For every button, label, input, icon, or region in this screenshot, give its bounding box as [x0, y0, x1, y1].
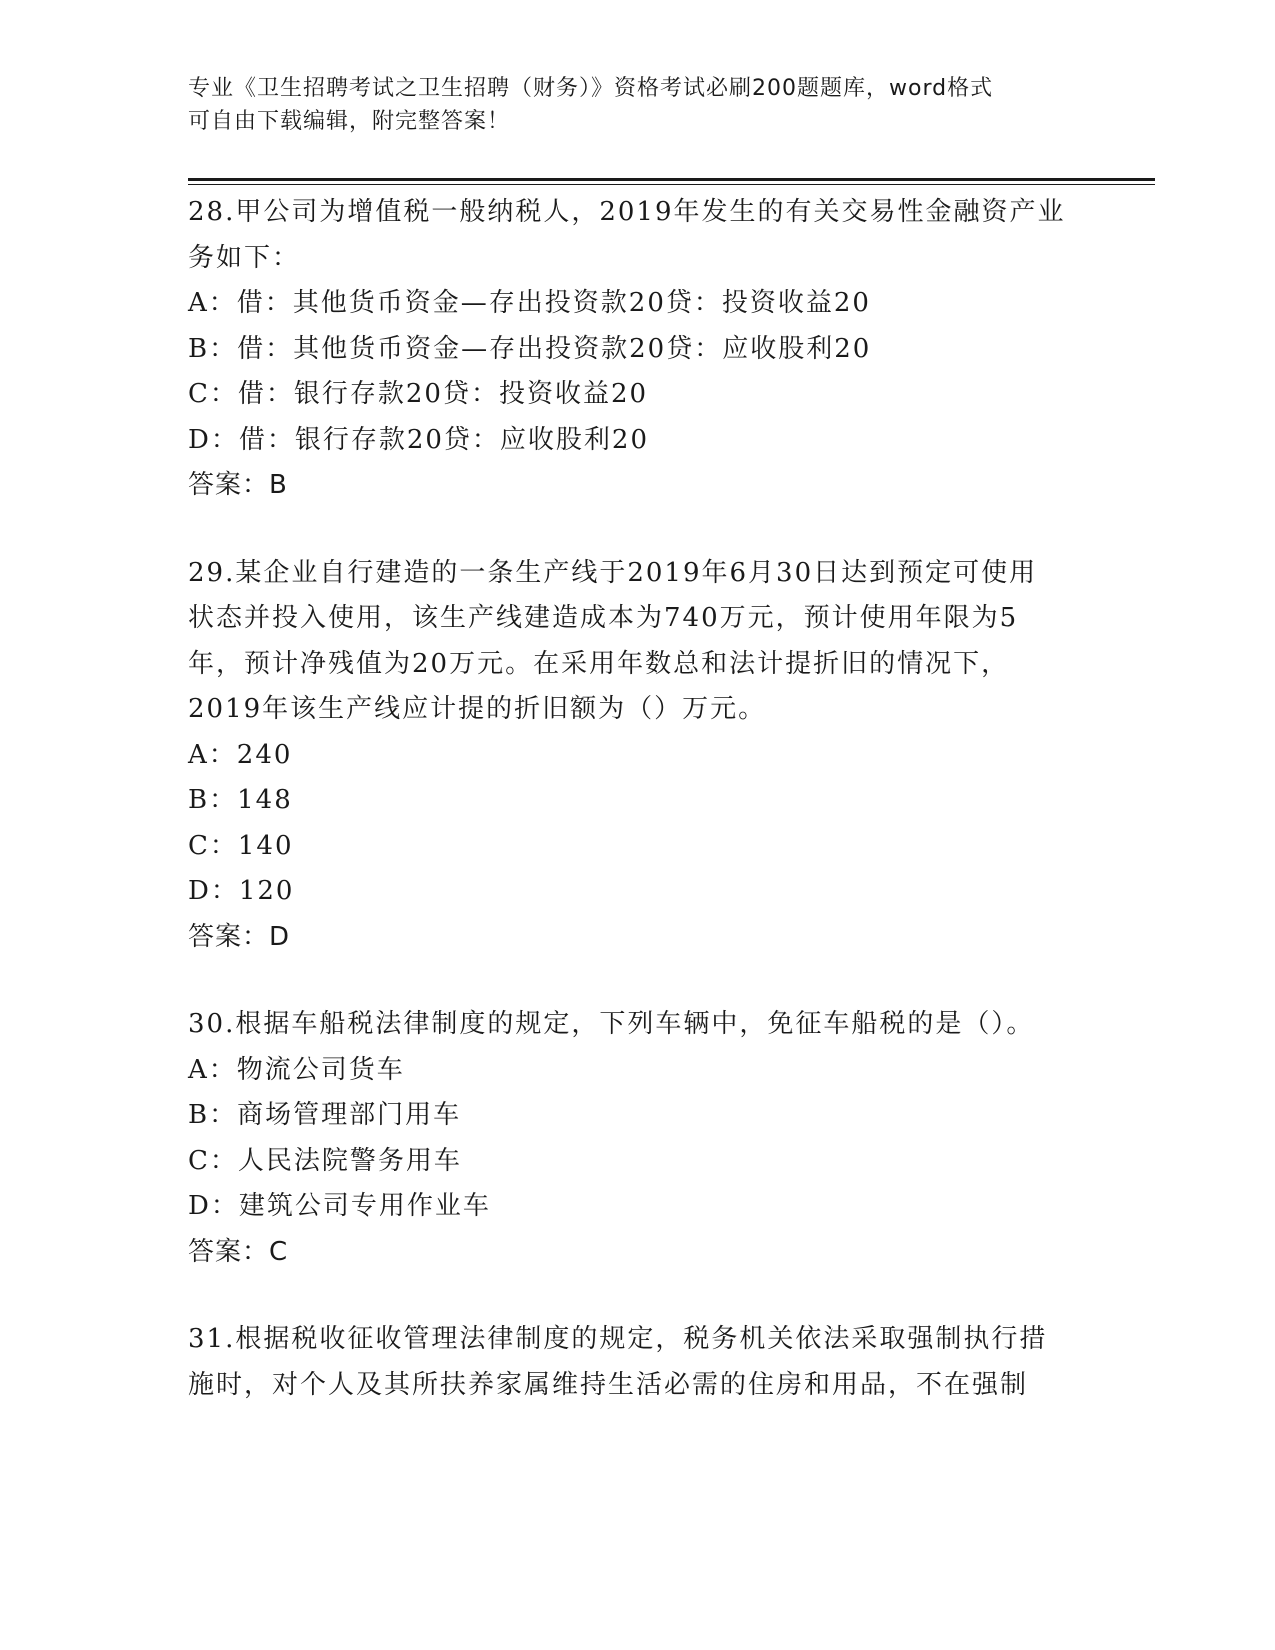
option-c: C：借：银行存款20贷：投资收益20	[188, 379, 649, 409]
option-d: D：借：银行存款20贷：应收股利20	[188, 424, 650, 455]
question-text-line: 施时，对个人及其所扶养家属维持生活必需的住房和用品，不在强制	[188, 1369, 1029, 1400]
question-text-line: 28.甲公司为增值税一般纳税人，2019年发生的有关交易性金融资产业	[188, 197, 1066, 227]
option-a: A：240	[188, 739, 293, 770]
answer-line: 答案：B	[188, 470, 288, 500]
question-text-line: 状态并投入使用，该生产线建造成本为740万元，预计使用年限为5	[188, 603, 1019, 633]
question-28	[188, 190, 1088, 509]
question-text-line: 29.某企业自行建造的一条生产线于2019年6月30日达到预定可使用	[188, 557, 1038, 588]
option-d: D：建筑公司专用作业车	[188, 1191, 491, 1221]
option-a: A：借：其他货币资金—存出投资款20贷：投资收益20	[188, 288, 871, 318]
option-c: C：人民法院警务用车	[188, 1145, 462, 1176]
option-b: B：借：其他货币资金—存出投资款20贷：应收股利20	[188, 333, 872, 364]
question-text-line: 31.根据税收征收管理法律制度的规定，税务机关依法采取强制执行措	[188, 1324, 1048, 1354]
header-divider-thick	[188, 178, 1155, 181]
option-a: A：物流公司货车	[188, 1054, 405, 1085]
question-30	[188, 1002, 1088, 1275]
document-header	[188, 72, 1068, 138]
question-text-line: 年，预计净残值为20万元。在采用年数总和法计提折旧的情况下，	[188, 648, 1010, 679]
option-d: D：120	[188, 876, 295, 906]
option-c: C：140	[188, 830, 294, 861]
question-31	[188, 1317, 1088, 1408]
question-text-line: 30.根据车船税法律制度的规定，下列车辆中，免征车船税的是（）。	[188, 1009, 1035, 1039]
option-b: B：商场管理部门用车	[188, 1100, 462, 1130]
question-29	[188, 551, 1088, 961]
question-text-line: 2019年该生产线应计提的折旧额为（）万元。	[188, 694, 767, 724]
header-line-2: 可自由下载编辑，附完整答案！	[188, 109, 511, 134]
question-text-line: 务如下：	[188, 242, 301, 273]
header-line-1: 专业《卫生招聘考试之卫生招聘（财务）》资格考试必刷200题题库，word格式	[188, 76, 994, 101]
answer-line: 答案：D	[188, 921, 291, 952]
answer-line: 答案：C	[188, 1236, 289, 1267]
question-list	[188, 190, 1088, 1450]
header-divider-thin	[188, 184, 1155, 185]
option-b: B：148	[188, 785, 293, 815]
